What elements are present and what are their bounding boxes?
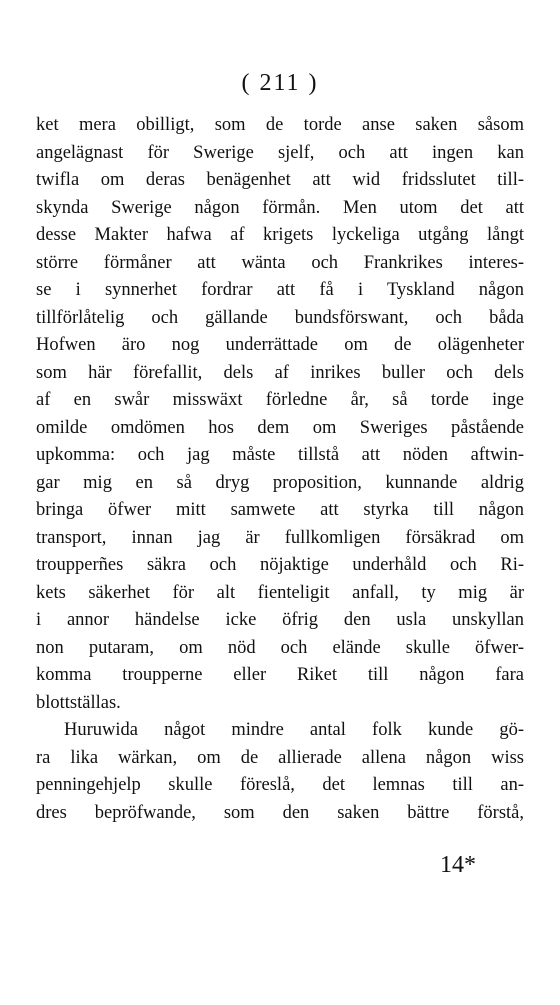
text-line: kets säkerhet för alt fienteligit anfall, ty mig är [36,582,524,603]
text-line: af en swår misswäxt förledne år, så torde inge [36,390,524,410]
text-line: gar mig en så dryg proposition, kunnande aldrig [36,472,524,493]
paragraph-start-line: Huruwida något mindre antal folk kunde gö- [64,720,524,740]
text-line: desse Makter hafwa af krigets lyckeliga utgång långt [36,225,524,245]
text-line: transport, innan jag är fullkomligen försäkrad om [36,527,524,548]
text-line: twifla om deras benägenhet att wid fridsslutet till- [36,170,524,190]
text-line: i annor händelse icke öfrig den usla unskyllan [36,610,524,630]
text-line: ra lika wärkan, om de allierade allena någon wiss [36,747,524,768]
paragraph-end-line: blottställas. [36,692,121,713]
text-line: dres bepröfwande, som den saken bättre förstå, [36,802,524,823]
text-line: non putaram, om nöd och elände skulle öfwer- [36,637,524,658]
text-line: omilde omdömen hos dem om Sweriges påstående [36,417,524,438]
text-line: penningehjelp skulle föreslå, det lemnas till an- [36,775,524,795]
text-line: som här förefallit, dels af inrikes buller och dels [36,362,524,383]
text-line: se i synnerhet fordrar att få i Tyskland någon [36,280,524,300]
page-number-header: ( 211 ) [241,70,319,96]
text-line: Hofwen äro nog underrättade om de olägenheter [36,335,524,355]
text-line: större förmåner att wänta och Frankrikes interes- [36,252,524,273]
text-line: ket mera obilligt, som de torde anse saken såsom [36,115,524,135]
signature-mark: 14* [440,852,476,878]
text-line: angelägnast för Swerige sjelf, och att ingen kan [36,142,524,163]
text-line: tillförlåtelig och gällande bundsförswant, och båda [36,307,524,328]
body-text [36,112,524,827]
text-line: troupperñes säkra och nöjaktige underhåld och Ri- [36,555,524,575]
text-line: upkomma: och jag måste tillstå att nöden aftwin- [36,445,524,465]
text-line: bringa öfwer mitt samwete att styrka till någon [36,500,524,520]
text-line: komma troupperne eller Riket till någon fara [36,665,524,685]
text-line: skynda Swerige någon förmån. Men utom det att [36,197,524,218]
